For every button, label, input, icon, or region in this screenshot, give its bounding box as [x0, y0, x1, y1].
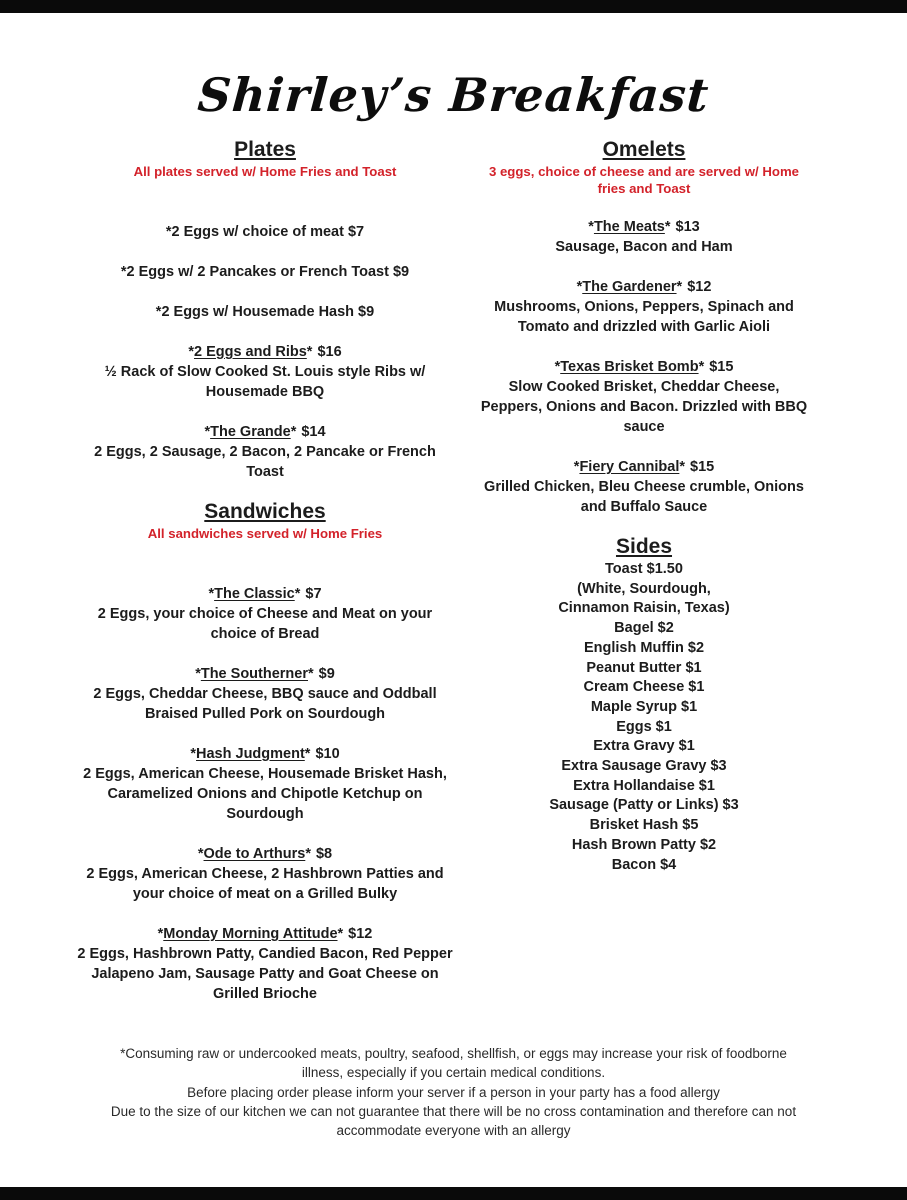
side-item-bacon: Bacon $4: [611, 856, 677, 873]
menu-item-name: The Classic: [214, 586, 295, 602]
side-item-extra-gravy: Extra Gravy $1: [593, 738, 695, 755]
menu-item-title: [478, 217, 810, 237]
menu-item-monday-morning-attitude: [75, 924, 455, 1004]
asterisk: *: [337, 926, 344, 942]
side-item-english-muffin: English Muffin $2: [583, 639, 705, 656]
disclaimer-line: *Consuming raw or undercooked meats, poultry, seafood, shellfish, or eggs may increase your risk of foodborne: [120, 1046, 787, 1061]
omelets-note: 3 eggs, choice of cheese and are served w/ Home fries and Toast: [488, 164, 800, 196]
asterisk: *: [554, 359, 561, 375]
menu-item-the-gardener: [478, 277, 810, 337]
menu-item-price: $8: [315, 846, 333, 862]
asterisk: *: [306, 344, 313, 360]
asterisk: *: [157, 926, 164, 942]
omelets-heading: Omelets: [602, 138, 686, 161]
menu-item-hash-judgment: [75, 744, 455, 824]
menu-item-title: [75, 422, 455, 442]
asterisk: *: [304, 746, 311, 762]
bottom-frame-bar: [0, 1187, 907, 1200]
asterisk: *: [290, 424, 297, 440]
side-item-brisket-hash: Brisket Hash $5: [589, 817, 699, 834]
menu-item-title: [75, 342, 455, 362]
asterisk: *: [676, 279, 683, 295]
menu-item-title: [75, 584, 455, 604]
menu-item-desc: 2 Eggs, American Cheese, 2 Hashbrown Patties and your choice of meat on a Grilled Bulky: [86, 866, 444, 902]
top-frame-bar: [0, 0, 907, 13]
menu-item-price: $10: [315, 746, 340, 762]
menu-item-title: [478, 357, 810, 377]
menu-item-the-grande: [75, 422, 455, 482]
disclaimer-line: Due to the size of our kitchen we can not guarantee that there will be no cross contamination and therefore can not: [110, 1103, 797, 1119]
menu-item-fiery-cannibal: [478, 457, 810, 517]
sandwiches-note: All sandwiches served w/ Home Fries: [147, 526, 383, 541]
asterisk: *: [197, 846, 204, 862]
asterisk: *: [576, 279, 583, 295]
menu-item-price: $15: [709, 359, 734, 375]
menu-item-name: Fiery Cannibal: [579, 459, 680, 475]
menu-item-title: [75, 744, 455, 764]
menu-item-desc: 2 Eggs, your choice of Cheese and Meat on your choice of Bread: [97, 606, 433, 642]
asterisk: *: [308, 666, 314, 682]
asterisk: *: [573, 459, 580, 475]
menu-item-price: $12: [348, 926, 373, 942]
side-item-toast-varieties-1: (White, Sourdough,: [577, 580, 711, 597]
menu-item-name: 2 Eggs and Ribs: [193, 344, 307, 360]
menu-item-name: Hash Judgment: [196, 746, 305, 762]
menu-item-desc: 2 Eggs, Cheddar Cheese, BBQ sauce and Oddball Braised Pulled Pork on Sourdough: [93, 686, 437, 722]
asterisk: *: [208, 586, 215, 602]
menu-item-name: Ode to Arthurs: [203, 846, 306, 862]
menu-item-desc: Sausage, Bacon and Ham: [555, 239, 733, 255]
side-item-extra-sausage-gravy: Extra Sausage Gravy $3: [561, 758, 727, 775]
menu-item-desc: 2 Eggs, American Cheese, Housemade Brisket Hash, Caramelized Onions and Chipotle Ketchup on Sourdough: [83, 766, 447, 822]
menu-item-name: The Gardener: [582, 279, 677, 295]
menu-item-eggs-pancakes: *2 Eggs w/ 2 Pancakes or French Toast $9: [120, 264, 410, 280]
menu-item-ode-to-arthurs: [75, 844, 455, 904]
left-column: [75, 140, 455, 1024]
menu-item-texas-brisket-bomb: [478, 357, 810, 437]
side-item-hash-brown-patty: Hash Brown Patty $2: [571, 836, 717, 853]
section-sides: [478, 537, 810, 875]
side-item-toast: Toast $1.50: [605, 561, 683, 577]
menu-item-price: $14: [301, 424, 326, 440]
menu-item-the-southerner: [75, 664, 455, 724]
section-plates: [75, 140, 455, 482]
menu-item-title: [75, 844, 455, 864]
menu-item-eggs-and-ribs: [75, 342, 455, 402]
disclaimer: [0, 1044, 907, 1140]
menu-item-desc: 2 Eggs, Hashbrown Patty, Candied Bacon, Red Pepper Jalapeno Jam, Sausage Patty and Goat Cheese on Grilled Brioche: [77, 946, 453, 1002]
menu-item-the-classic: [75, 584, 455, 644]
menu-item-desc: ½ Rack of Slow Cooked St. Louis style Ribs w/ Housemade BBQ: [104, 364, 426, 400]
asterisk: *: [588, 219, 594, 235]
menu-item-desc: 2 Eggs, 2 Sausage, 2 Bacon, 2 Pancake or French Toast: [94, 444, 436, 480]
menu-item-price: $13: [675, 219, 700, 235]
disclaimer-line: accommodate everyone with an allergy: [336, 1123, 571, 1139]
menu-item-eggs-meat: *2 Eggs w/ choice of meat $7: [165, 224, 365, 240]
asterisk: *: [195, 666, 201, 682]
section-sandwiches: [75, 502, 455, 1004]
disclaimer-line: Before placing order please inform your server if a person in your party has a food allergy: [187, 1084, 720, 1100]
menu-item-name: The Southerner: [200, 666, 308, 682]
side-item-cream-cheese: Cream Cheese $1: [583, 679, 705, 696]
plates-note: All plates served w/ Home Fries and Toast: [133, 164, 397, 179]
menu-item-price: $7: [305, 586, 322, 602]
menu-item-desc: Slow Cooked Brisket, Cheddar Cheese, Peppers, Onions and Bacon. Drizzled with BBQ sauce: [480, 379, 808, 435]
menu-item-title: [75, 924, 455, 944]
sandwiches-heading: Sandwiches: [204, 500, 326, 523]
side-item-sausage: Sausage (Patty or Links) $3: [549, 797, 739, 814]
sides-heading: Sides: [615, 535, 673, 558]
menu-item-name: The Meats: [593, 219, 665, 235]
menu-item-the-meats: [478, 217, 810, 257]
page-title: Shirley’s Breakfast: [195, 68, 712, 122]
menu-item-title: [478, 457, 810, 477]
asterisk: *: [664, 219, 671, 235]
menu-item-price: $9: [318, 666, 335, 682]
plates-heading: Plates: [234, 138, 296, 161]
asterisk: *: [204, 424, 211, 440]
asterisk: *: [294, 586, 301, 602]
menu-item-desc: Grilled Chicken, Bleu Cheese crumble, Onions and Buffalo Sauce: [484, 479, 804, 515]
side-item-bagel: Bagel $2: [614, 620, 674, 637]
menu-item-desc: Mushrooms, Onions, Peppers, Spinach and Tomato and drizzled with Garlic Aioli: [494, 299, 794, 335]
menu-item-title: [478, 277, 810, 297]
menu-item-price: $15: [690, 459, 715, 475]
asterisk: *: [305, 846, 311, 862]
menu-item-name: Monday Morning Attitude: [163, 926, 338, 942]
side-item-maple-syrup: Maple Syrup $1: [590, 698, 698, 715]
menu-item-eggs-hash: *2 Eggs w/ Housemade Hash $9: [155, 304, 375, 320]
asterisk: *: [190, 746, 197, 762]
side-item-extra-hollandaise: Extra Hollandaise $1: [573, 777, 715, 794]
side-item-eggs: Eggs $1: [616, 718, 672, 735]
menu-item-name: Texas Brisket Bomb: [560, 359, 699, 375]
right-column: [478, 140, 810, 875]
side-item-peanut-butter: Peanut Butter $1: [586, 659, 702, 676]
disclaimer-line: illness, especially if you certain medical conditions.: [301, 1065, 606, 1081]
section-omelets: [478, 140, 810, 517]
menu-item-title: [75, 664, 455, 684]
asterisk: *: [679, 459, 686, 475]
menu-item-name: The Grande: [210, 424, 291, 440]
menu-item-price: $12: [687, 279, 712, 295]
menu-item-price: $16: [317, 344, 342, 360]
asterisk: *: [698, 359, 705, 375]
side-item-toast-varieties-2: Cinnamon Raisin, Texas): [558, 600, 730, 617]
asterisk: *: [188, 344, 194, 360]
